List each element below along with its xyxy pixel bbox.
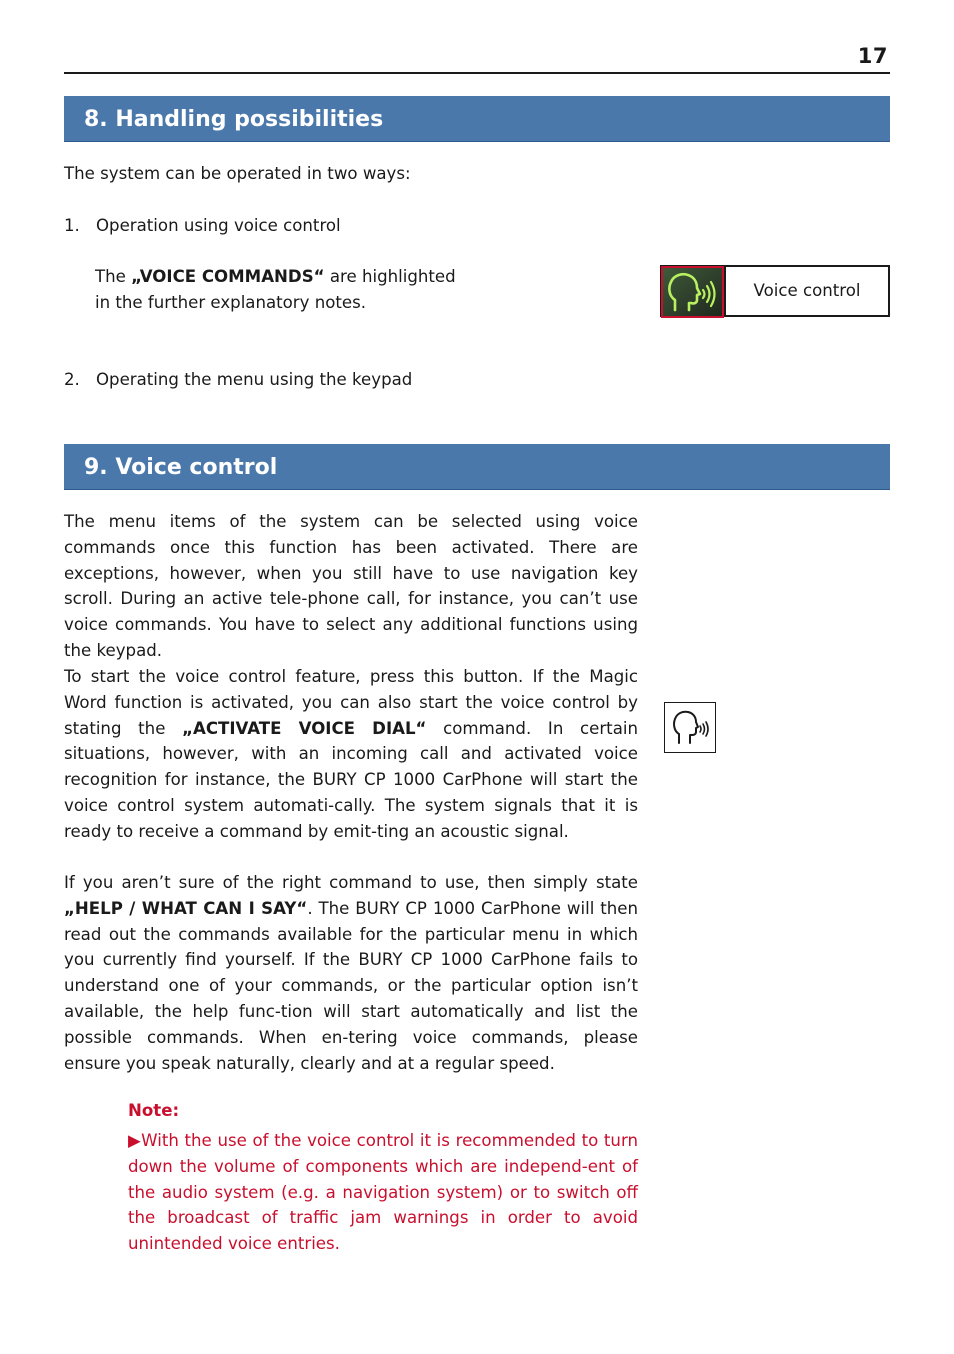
highlight-pre: The — [95, 267, 132, 286]
section-9-header: 9. Voice control — [64, 444, 890, 490]
p3-bold: „HELP / WHAT CAN I SAY“ — [64, 898, 308, 918]
note-title: Note: — [128, 1101, 180, 1120]
list-text: Operating the menu using the keypad — [96, 370, 413, 389]
list-number: 2. — [64, 370, 80, 389]
page-number: 17 — [857, 44, 888, 68]
p3-pre: If you aren’t sure of the right command to use, then simply state — [64, 873, 638, 892]
p3-post: . The BURY CP 1000 CarPhone will then read out the commands available for the particular menu in which you currently find yourself. If the BURY CP 1000 CarPhone fails to understand one of your commands, or the particular option isn’t available, the help func-tion will start automatically and list the possible commands. When en-tering voice commands, please ensure you speak naturally, clearly and at a regular speed. — [64, 898, 638, 1073]
highlight-post: are highlighted — [324, 267, 456, 286]
section-9-paragraph-3 — [64, 870, 638, 1076]
section-9-paragraph-2 — [64, 664, 638, 845]
list-item-1 — [64, 213, 341, 239]
voice-button-icon — [664, 702, 716, 753]
triangle-bullet-icon: ▶ — [128, 1131, 142, 1150]
voice-control-icon — [661, 266, 724, 318]
section-9-paragraph-1: The menu items of the system can be selected using voice commands once this function has been activated. There are exceptions, however, when you still have to use navigation key scroll. During an active tele-phone call, for instance, you can’t use voice commands. You have to select any additional functions using the keypad. — [64, 512, 638, 660]
p2-bold: „ACTIVATE VOICE DIAL“ — [182, 718, 427, 738]
highlight-note-line-1 — [95, 264, 456, 290]
voice-control-legend — [660, 265, 890, 317]
note-body: With the use of the voice control it is recommended to turn down the volume of components which are independ-ent of the audio system (e.g. a navigation system) or to switch off the broadcast of traffic jam warnings in order to avoid unintended voice entries. — [128, 1131, 638, 1254]
list-text: Operation using voice control — [96, 216, 341, 235]
highlight-note-line-2: in the further explanatory notes. — [95, 293, 367, 312]
voice-control-label: Voice control — [724, 267, 888, 315]
p2-post: command. In certain situations, however, with an incoming call and activated voice recognition for instance, the BURY CP 1000 CarPhone will start the voice control system automati-cally. The system signals that it is ready to receive a command by emit-ting an acoustic signal. — [64, 718, 638, 841]
header-rule — [64, 72, 890, 74]
list-item-2 — [64, 367, 412, 393]
section-8-intro: The system can be operated in two ways: — [64, 164, 411, 183]
highlight-bold: „VOICE COMMANDS“ — [131, 267, 325, 286]
p2-pre: To start the voice control feature, press this button. If the Magic Word function is activated, you can also start the voice control by stating the — [64, 667, 638, 738]
section-8-header: 8. Handling possibilities — [64, 96, 890, 142]
note-text — [128, 1128, 638, 1257]
list-number: 1. — [64, 216, 80, 235]
